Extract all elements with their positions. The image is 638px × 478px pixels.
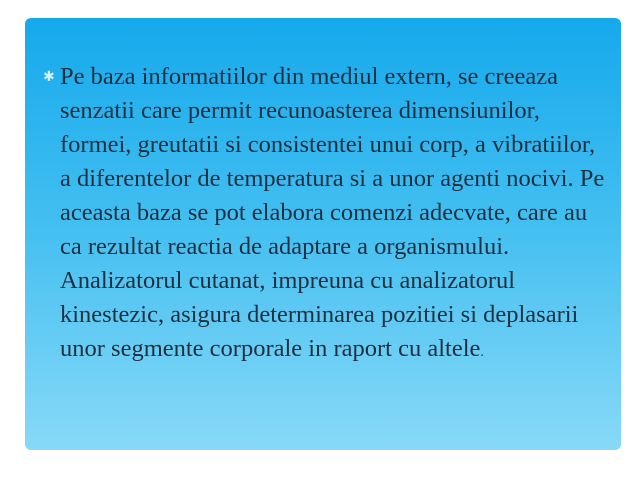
trailing-period: . [480,345,484,360]
bullet-item [43,60,611,370]
paragraph-text: Pe baza informatiilor din mediul extern, se creeaza senzatii care permit recunoasterea dimensiunilor, formei, greutatii si consistentei unui corp, a vibratiilor, a diferentelor de temperatura si a unor agenti nocivi. Pe aceasta baza se pot elabora comenzi adecvate, care au ca rezultat reactia de adaptare a organismului. Analizatorul cutanat, impreuna cu analizatorul kinestezic, asigura determinarea pozitiei si deplasarii unor segmente corporale in raport cu altele [60,63,605,362]
content-panel [25,18,621,450]
bullet-paragraph [43,60,611,370]
asterisk-bullet-icon: ✱ [43,69,55,85]
